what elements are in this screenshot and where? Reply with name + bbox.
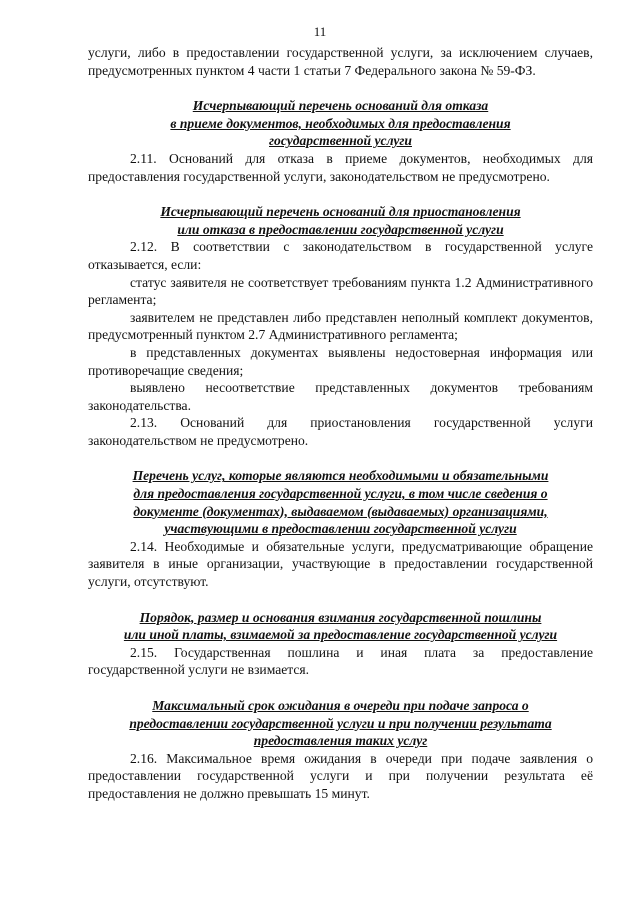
heading-line: предоставлении государственной услуги и при получении результата [129,715,552,731]
paragraph-2-15: 2.15. Государственная пошлина и иная плата за предоставление государственной услуги не взимается. [88,644,593,678]
list-item: заявителем не представлен либо представлен неполный комплект документов, предусмотренный пунктом 2.7 Административного регламента; [88,309,593,343]
heading-line: Порядок, размер и основания взимания государственной пошлины [139,609,542,625]
heading-line: Максимальный срок ожидания в очереди при подаче запроса о [152,698,529,713]
heading-line: Перечень услуг, которые являются необходимыми и обязательными [132,468,549,484]
heading-line: государственной услуги [269,133,412,149]
document-body [88,44,593,803]
list-item: статус заявителя не соответствует требованиям пункта 1.2 Административного регламента; [88,274,593,308]
intro-paragraph: услуги, либо в предоставлении государственной услуги, за исключением случаев, предусмотренных пунктом 4 части 1 статьи 7 Федерального закона № 59-ФЗ. [88,45,593,78]
heading-line: Исчерпывающий перечень оснований для отказа [192,98,489,114]
section-heading [88,203,593,238]
section-heading [88,97,593,150]
heading-line: Исчерпывающий перечень оснований для приостановления [160,204,521,220]
section-heading [88,467,593,537]
paragraph-2-13: 2.13. Оснований для приостановления государственной услуги законодательством не предусмотрено. [88,415,593,448]
heading-line: в приеме документов, необходимых для предоставления [170,115,511,131]
heading-line: предоставления таких услуг [253,733,428,749]
heading-line: для предоставления государственной услуги, в том числе сведения о [133,486,548,502]
heading-line: или отказа в предоставлении государственной услуги [177,221,504,237]
section-heading [88,697,593,750]
page-number: 11 [313,24,327,39]
paragraph-2-14: 2.14. Необходимые и обязательные услуги, предусматривающие обращение заявителя в иные организации, участвующие в предоставлении государственной услуги, отсутствуют. [88,538,593,590]
heading-line: документе (документах), выдаваемом (выдаваемых) организациями, [133,503,548,519]
section-heading [88,609,593,644]
heading-line: или иной платы, взимаемой за предоставление государственной услуги [123,627,558,643]
paragraph-2-16: 2.16. Максимальное время ожидания в очереди при подаче заявления о предоставлении государственной услуги и при получении результата её предоставления не должно превышать 15 минут. [88,750,593,801]
list-item: выявлено несоответствие представленных документов требованиям законодательства. [88,380,593,413]
list-item: в представленных документах выявлены недостоверная информация или противоречащие сведения; [88,344,593,378]
heading-line: участвующими в предоставлении государственной услуги [164,521,517,537]
paragraph-2-11: 2.11. Оснований для отказа в приеме документов, необходимых для предоставления государственной услуги, законодательством не предусмотрено. [88,150,593,184]
paragraph-2-12: 2.12. В соответствии с законодательством в государственной услуге отказывается, если: [88,239,593,272]
